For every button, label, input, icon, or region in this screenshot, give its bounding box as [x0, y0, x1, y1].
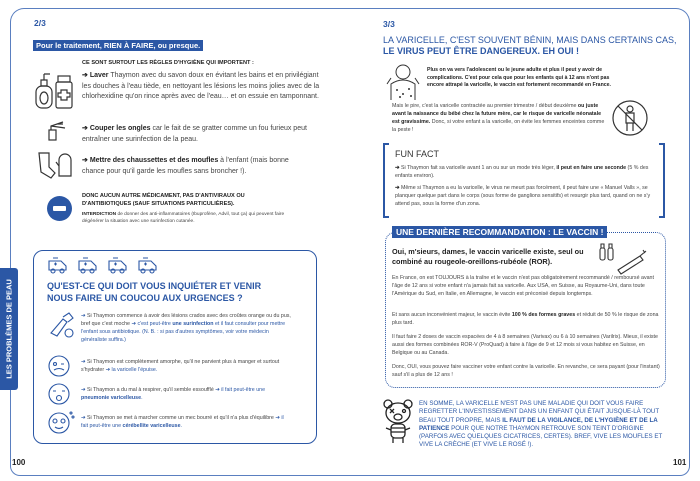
- urgences-title: QU'EST-CE QUI DOIT VOUS INQUIÉTER ET VENIR NOUS FAIRE UN COUCOU AUX URGENCES ?: [47, 281, 262, 303]
- urgence-item: ➔ Si Thaymon est complètement amorphe, qu'il ne parvient plus à manger et surtout s'hydrater ➔ la varicelle l'épuise.: [81, 359, 280, 373]
- socks-mittens-icon: [36, 150, 78, 180]
- step-indicator: 3/3: [383, 19, 395, 29]
- fun-fact-item: ➔ Même si Thaymon a eu la varicelle, le virus ne meurt pas forcément, il peut faire une « Manuel Valls », se planquer quelque part dans le corps (sous forme de ganglions sensitifs) et resurgir plus tard, quand on ne s'y attend pas, sous la forme d'un zona.: [395, 185, 651, 207]
- vaccine-header: UNE DERNIÈRE RECOMMANDATION : LE VACCIN !: [392, 226, 607, 238]
- ambulance-icon: [77, 256, 99, 274]
- ambulance-icon: [137, 256, 159, 274]
- warning-title: DONC AUCUN AUTRE MÉDICAMENT, PAS D'ANTIVIRAUX OU D'ANTIBIOTIQUES (SAUF SITUATIONS PARTICULIÈRES).: [82, 193, 245, 207]
- fun-fact-bracket-left: [383, 143, 389, 218]
- step-indicator: 2/3: [34, 18, 46, 28]
- conclusion-text: EN SOMME, LA VARICELLE N'EST PAS UNE MALADIE QUI DOIT VOUS FAIRE REGRETTER L'INVESTISSEMENT DANS UN ENFANT QUI ÉTAIT JUSQUE-LÀ TOUT BEAU TOUT PROPRE, MAIS IL FAUT DE LA VIGILANCE, DE L'HYGIÈNE ET DE LA PATIENCE POUR QUE NOTRE THAYMON RETROUVE SON TEINT D'ORIGINE (PARFOIS AVEC QUELQUES CICATRICES, CERTES). BREF, VIVE LES MOUFLES ET VIVE LA CRÈCHE (ET VIVE LE ROSÉ !).: [419, 400, 663, 449]
- hygiene-title: CE SONT SURTOUT LES RÈGLES D'HYGIÈNE QUI IMPORTENT :: [82, 60, 254, 66]
- no-entry-icon: [47, 196, 72, 221]
- complications-text: Plus on va vers l'adolescent ou le jeune adulte et plus il peut y avoir de complications. C'est pour cela que pour les enfants qui à 12 ans n'ont pas encore attrapé la varicelle, le vaccin est fortement recommandé en France.: [427, 67, 611, 88]
- chapter-side-tab: [0, 268, 18, 390]
- hygiene-item-socks: ➔ Mettre des chaussettes et des moufles à l'enfant (mais bonne chance pour qu'il garde les moufles sans broncher !).: [82, 157, 289, 175]
- treatment-highlight: Pour le traitement, RIEN À FAIRE, ou presque.: [33, 40, 203, 51]
- fun-fact-title: FUN FACT: [395, 149, 439, 159]
- vaccine-paragraph: Il faut faire 2 doses de vaccin espacées de 4 à 8 semaines (Varivax) ou 6 à 10 semaines (Varilrix). Mieux, il existe aussi des formes combinées ROR-V (ProQuad) à faire à l'âge de 9 et 12 mois si vous habitez en Suisse, en Belgique ou au Canada.: [392, 334, 658, 356]
- breathless-face-icon: [47, 382, 71, 406]
- urgence-item: ➔ Si Thaymon se met à marcher comme un mec bourré et qu'il n'a plus d'équilibre ➔ il fait peut-être une cérébellite varicelleuse.: [81, 415, 284, 429]
- chapter-side-tab-label: LES PROBLÈMES DE PEAU: [4, 279, 14, 379]
- hygiene-item-wash: ➔ Laver Thaymon avec du savon doux en évitant les bains et en privilégiant les douches à l'eau tiède, en nettoyant les lésions les moins jolies avec de la chlorhexidine qu'on rince après avec de l'eau… et on essuie en tamponnant.: [82, 72, 320, 100]
- page-number-right: 101: [673, 458, 687, 467]
- fun-fact-bracket-right: [659, 143, 665, 218]
- ambulance-icon: [107, 256, 129, 274]
- vaccine-paragraph: Donc, OUI, vous pouvez faire vacciner votre enfant contre la varicelle. En revanche, ce sera payant (pour l'instant) sauf s'il a plus de 12 ans !: [392, 364, 660, 378]
- tired-face-icon: [47, 354, 71, 378]
- urgence-item: ➔ Si Thaymon a du mal à respirer, qu'il semble essoufflé ➔ il fait peut-être une pneumonie varicelleuse.: [81, 387, 266, 401]
- right-title: LA VARICELLE, C'EST SOUVENT BÉNIN, MAIS DANS CERTAINS CAS, LE VIRUS PEUT ÊTRE DANGEREUX. EH OUI !: [383, 35, 677, 56]
- dizzy-face-icon: [46, 409, 76, 435]
- pregnancy-text: Mais le pire, c'est la varicelle contractée au premier trimestre / début deuxième ou juste avant la naissance du bébé chez la future mère, car le risque de varicelle néonatale est gravissime. Donc, si votre enfant a la varicelle, on évite les femmes enceintes comme la peste !: [392, 103, 605, 133]
- infected-hand-icon: [47, 311, 75, 339]
- no-pregnant-women-icon: [611, 99, 649, 137]
- child-with-spots-icon: [383, 62, 423, 100]
- vaccine-paragraph: En France, on est TOUJOURS à la traîne et le vaccin n'est pas obligatoirement recommandé / remboursé avant l'âge de 12 ans si votre enfant n'a jamais fait sa varicelle. Aux USA, en Suisse, au Royaume-Uni, dans toute l'Amérique du Sud, en Italie, en Allemagne, le vaccin est préconisé depuis longtemps.: [392, 275, 654, 297]
- ambulance-icon: [47, 256, 69, 274]
- vaccine-lead: Oui, m'sieurs, dames, le vaccin varicelle existe, seul ou combiné au rougeole-oreillons-rubéole (ROR).: [392, 247, 584, 266]
- soap-bottle-icon: [33, 70, 78, 110]
- page-number-left: 100: [12, 458, 26, 467]
- nail-clipper-icon: [45, 118, 70, 143]
- urgence-item: ➔ Si Thaymon commence à avoir des lésions crados avec des croûtes orange ou du pus, bref que c'est moche ➔ c'est peut-être une surinfection et il faut consulter pour mettre l'enfant sous antibiotique. (N. B. : si pas d'autres symptômes, voir votre médecin généraliste suffira.): [81, 313, 291, 343]
- vaccine-paragraph: Et sans aucun inconvénient majeur, le vaccin évite 100 % des formes graves et réduit de 50 % le risque de zona plus tard.: [392, 312, 659, 326]
- hygiene-item-nails: ➔ Couper les ongles car le fait de se gratter comme un fou furieux peut entraîner une surinfection de la peau.: [82, 125, 307, 143]
- vaccine-syringe-icon: [598, 240, 653, 275]
- ambulance-icons: [47, 256, 159, 274]
- fun-fact-item: ➔ Si Thaymon fait sa varicelle avant 1 an ou sur un mode très léger, il peut en faire une seconde (5 % des enfants environ).: [395, 165, 649, 179]
- teddy-bear-icon: [382, 398, 416, 446]
- warning-text: INTERDICTION de donner des anti-inflammatoires (Ibuprofène, Advil, tout ça) qui peuvent faire dégénérer la situation avec une surinfection cutanée.: [82, 212, 285, 224]
